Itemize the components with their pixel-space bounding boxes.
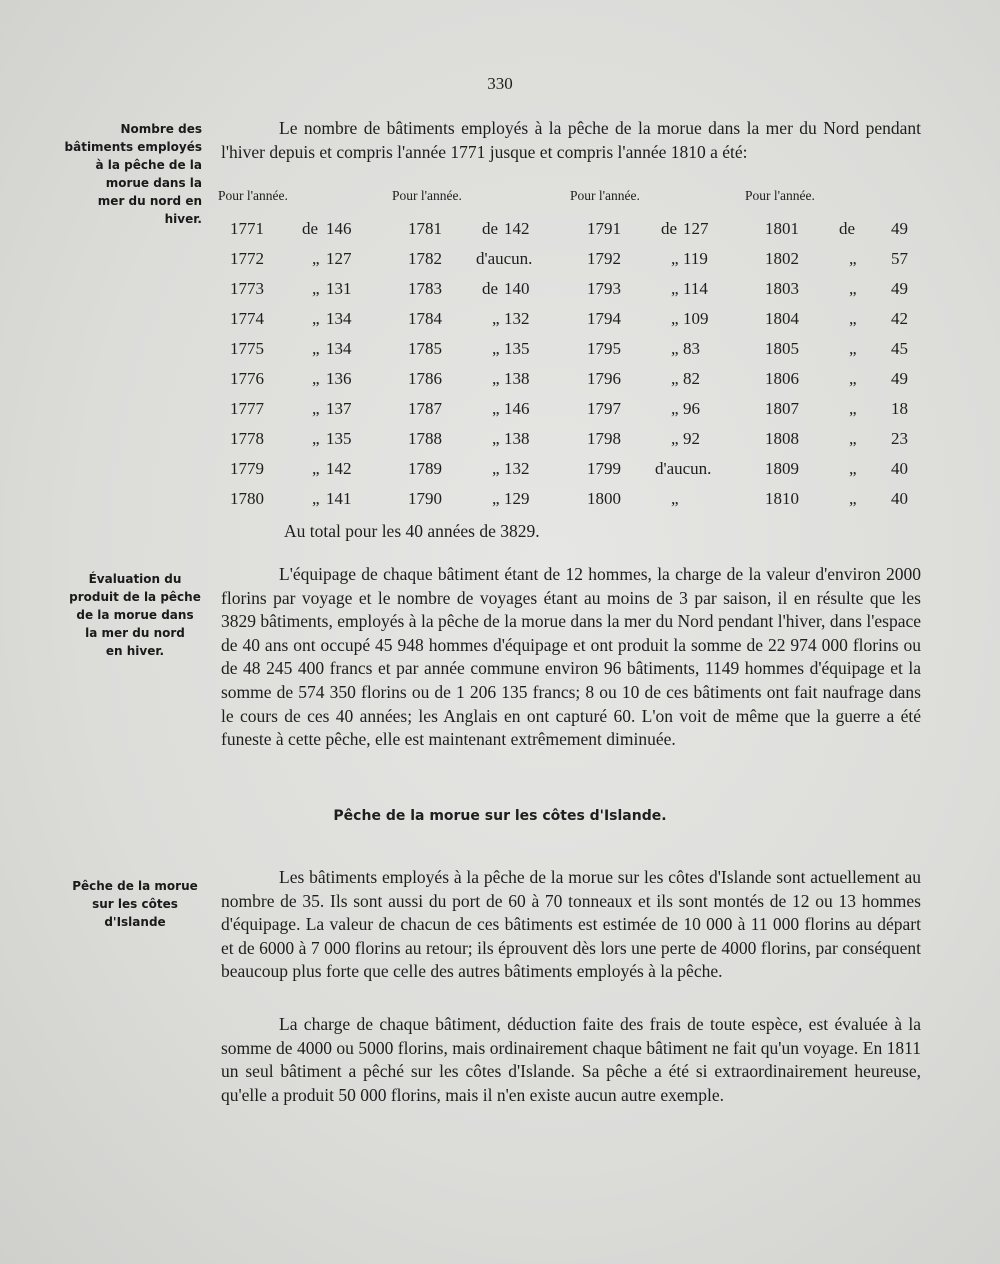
table-cell-year: 1778 (230, 429, 264, 448)
table-cell-prefix: „ (849, 369, 857, 388)
table-cell-prefix: „ (492, 339, 500, 358)
table-cell-year: 1809 (765, 459, 799, 478)
table-cell-year: 1789 (408, 459, 442, 478)
table-cell-prefix: „ (671, 489, 679, 508)
table-row (216, 219, 924, 249)
table-cell-prefix: de (482, 279, 499, 298)
islande-text-2: La charge de chaque bâtiment, déduction faite des frais de toute espèce, est évaluée à la somme de 4000 ou 5000 florins, mais ordinairement chaque bâtiment ne fait qu'un voyage. En 1811 un seul bâtiment a pêché sur les côtes d'Islande. Sa pêche a été si extraordinairement heureuse, qu'elle a produit 50 000 florins, mais il n'en existe aucun autre exemple. (221, 1014, 921, 1105)
table-cell-count: 127 (326, 249, 352, 268)
table-cell-year: 1794 (587, 309, 621, 328)
evaluation-paragraph (221, 563, 921, 752)
table-cell-count: 49 (891, 369, 908, 388)
table-row (216, 339, 924, 369)
margin-note-line: la mer du nord (85, 626, 185, 640)
table-cell-year: 1799 (587, 459, 621, 478)
table-cell-year: 1791 (587, 219, 621, 238)
table-cell-year: 1771 (230, 219, 264, 238)
table-cell-year: 1783 (408, 279, 442, 298)
table-cell-prefix: de (302, 219, 319, 238)
table-cell-year: 1774 (230, 309, 264, 328)
intro-text: Le nombre de bâtiments employés à la pêche de la morue dans la mer du Nord pendant l'hiver depuis et compris l'année 1771 jusque et compris l'année 1810 a été: (221, 118, 921, 162)
table-cell-count: 138 (504, 369, 530, 388)
table-cell-year: 1785 (408, 339, 442, 358)
table-cell-prefix: „ (492, 369, 500, 388)
table-cell-count: 135 (326, 429, 352, 448)
intro-paragraph (221, 117, 921, 164)
section-heading: Pêche de la morue sur les côtes d'Islande. (333, 808, 667, 824)
table-cell-count: 82 (683, 369, 700, 388)
table-cell-year: 1773 (230, 279, 264, 298)
margin-note-evaluation (55, 570, 215, 660)
table-cell-count: 92 (683, 429, 700, 448)
table-cell-prefix: „ (849, 309, 857, 328)
table-cell-prefix: d'aucun. (655, 459, 712, 478)
table-cell-count: 137 (326, 399, 352, 418)
table-cell-count: 119 (683, 249, 708, 268)
table-cell-prefix: „ (492, 489, 500, 508)
table-cell-count: 57 (891, 249, 908, 268)
table-cell-prefix: „ (492, 459, 500, 478)
table-cell-count: 142 (326, 459, 352, 478)
table-cell-prefix: „ (671, 429, 679, 448)
margin-note-islande (60, 877, 210, 931)
table-cell-count: 40 (891, 489, 908, 508)
table-cell-count: 142 (504, 219, 530, 238)
table-cell-count: 136 (326, 369, 352, 388)
table-cell-year: 1779 (230, 459, 264, 478)
table-cell-count: 40 (891, 459, 908, 478)
table-cell-prefix: „ (849, 459, 857, 478)
table-cell-year: 1807 (765, 399, 799, 418)
table-total: Au total pour les 40 années de 3829. (284, 521, 540, 541)
table-cell-prefix: „ (849, 429, 857, 448)
table-header-cell: Pour l'année. (745, 188, 815, 203)
table-cell-prefix: „ (671, 249, 679, 268)
margin-note-line: sur les côtes (92, 897, 178, 911)
table-cell-year: 1795 (587, 339, 621, 358)
margin-note-line: de la morue dans (76, 608, 194, 622)
table-header-cell: Pour l'année. (218, 188, 288, 203)
table-cell-prefix: „ (849, 399, 857, 418)
table-cell-year: 1780 (230, 489, 264, 508)
table-cell-prefix: „ (849, 279, 857, 298)
margin-note-line: mer du nord en (97, 194, 202, 208)
table-cell-count: 134 (326, 339, 352, 358)
table-cell-count: 96 (683, 399, 700, 418)
table-cell-count: 42 (891, 309, 908, 328)
table-cell-year: 1806 (765, 369, 799, 388)
table-cell-prefix: „ (312, 309, 320, 328)
table-cell-prefix: „ (312, 249, 320, 268)
margin-note-line: Nombre des (120, 122, 202, 136)
table-cell-count: 131 (326, 279, 352, 298)
table-cell-year: 1781 (408, 219, 442, 238)
table-cell-count: 23 (891, 429, 908, 448)
table-row (216, 249, 924, 279)
table-cell-count: 135 (504, 339, 530, 358)
table-cell-count: 138 (504, 429, 530, 448)
table-cell-year: 1776 (230, 369, 264, 388)
table-header-cell: Pour l'année. (392, 188, 462, 203)
margin-note-line: produit de la pêche (69, 590, 201, 604)
margin-note-line: bâtiments employés (64, 140, 202, 154)
margin-note-line: Pêche de la morue (72, 879, 198, 893)
table-cell-prefix: de (482, 219, 499, 238)
table-row (216, 309, 924, 339)
table-cell-year: 1808 (765, 429, 799, 448)
table-cell-year: 1787 (408, 399, 442, 418)
margin-note-line: à la pêche de la (95, 158, 202, 172)
table-cell-prefix: „ (849, 249, 857, 268)
table-cell-prefix: „ (492, 399, 500, 418)
table-cell-prefix: „ (312, 459, 320, 478)
evaluation-text: L'équipage de chaque bâtiment étant de 12 hommes, la charge de la valeur d'environ 2000 florins par voyage et le nombre de voyages étant au moins de 3 par saison, il en résulte que les 3829 bâtiments, employés à la pêche de la morue dans la mer du Nord pendant l'hiver, dans l'espace de 40 ans ont occupé 45 948 hommes d'équipage et ont produit la somme de 22 974 000 florins ou de 48 245 400 francs et par année commune environ 96 bâtiments, 1149 hommes d'équipage et la somme de 574 350 florins ou de 1 206 135 francs; 8 ou 10 de ces bâtiments ont fait naufrage dans le cours de ces 40 années; les Anglais en ont capturé 60. L'on voit de même que la guerre a été funeste à cette pêche, elle est maintenant extrêmement diminuée. (221, 564, 921, 750)
table-cell-year: 1801 (765, 219, 799, 238)
table-cell-count: 127 (683, 219, 709, 238)
table-cell-count: 45 (891, 339, 908, 358)
table-cell-year: 1788 (408, 429, 442, 448)
table-cell-count: 109 (683, 309, 709, 328)
table-cell-prefix: „ (312, 399, 320, 418)
margin-note-nombre-batiments (62, 120, 202, 228)
table-cell-count: 18 (891, 399, 908, 418)
table-cell-count: 141 (326, 489, 352, 508)
table-header (216, 188, 924, 208)
islande-text-1: Les bâtiments employés à la pêche de la morue sur les côtes d'Islande sont actuellement au nombre de 35. Ils sont aussi du port de 60 à 70 tonneaux et ils sont montés de 12 ou 13 hommes d'équipage. La valeur de chacun de ces bâtiments est estimée de 10 000 à 11 000 florins au départ et de 6000 à 7 000 florins au retour; ils éprouvent dès lors une perte de 4000 florins, par conséquent beaucoup plus forte que celle des autres bâtiments employés à la pêche. (221, 867, 921, 982)
table-cell-year: 1796 (587, 369, 621, 388)
table-header-cell: Pour l'année. (570, 188, 640, 203)
table-cell-count: 134 (326, 309, 352, 328)
table-cell-year: 1804 (765, 309, 799, 328)
table-cell-year: 1786 (408, 369, 442, 388)
table-row (216, 489, 924, 519)
table-row (216, 399, 924, 429)
table-cell-year: 1790 (408, 489, 442, 508)
table-cell-prefix: „ (671, 399, 679, 418)
margin-note-line: d'Islande (104, 915, 166, 929)
table-row (216, 279, 924, 309)
margin-note-line: hiver. (164, 212, 202, 226)
table-cell-count: 49 (891, 279, 908, 298)
table-cell-count: 132 (504, 309, 530, 328)
table-cell-count: 146 (504, 399, 530, 418)
table-cell-year: 1802 (765, 249, 799, 268)
table-cell-year: 1777 (230, 399, 264, 418)
table-cell-year: 1800 (587, 489, 621, 508)
table-cell-year: 1792 (587, 249, 621, 268)
table-cell-year: 1797 (587, 399, 621, 418)
table-cell-count: 140 (504, 279, 530, 298)
table-cell-prefix: „ (312, 429, 320, 448)
table-cell-year: 1805 (765, 339, 799, 358)
table-cell-prefix: „ (671, 309, 679, 328)
islande-paragraph-2 (221, 1013, 921, 1107)
table-cell-prefix: „ (492, 309, 500, 328)
page-number: 330 (487, 74, 513, 93)
table-cell-prefix: „ (312, 339, 320, 358)
table-cell-year: 1803 (765, 279, 799, 298)
islande-paragraph-1 (221, 866, 921, 984)
table-cell-prefix: „ (671, 339, 679, 358)
table-cell-prefix: de (839, 219, 856, 238)
table-cell-count: 83 (683, 339, 700, 358)
table-cell-prefix: „ (671, 279, 679, 298)
table-cell-prefix: „ (312, 369, 320, 388)
table-cell-count: 49 (891, 219, 908, 238)
table-cell-year: 1810 (765, 489, 799, 508)
margin-note-line: morue dans la (105, 176, 202, 190)
table-cell-year: 1782 (408, 249, 442, 268)
table-cell-prefix: „ (671, 369, 679, 388)
table-cell-count: 114 (683, 279, 708, 298)
table-cell-prefix: d'aucun. (476, 249, 533, 268)
table-cell-count: 132 (504, 459, 530, 478)
table-row (216, 369, 924, 399)
table-cell-prefix: „ (492, 429, 500, 448)
table-cell-year: 1775 (230, 339, 264, 358)
table-cell-year: 1784 (408, 309, 442, 328)
table-cell-prefix: „ (849, 339, 857, 358)
table-cell-prefix: „ (312, 489, 320, 508)
table-cell-year: 1793 (587, 279, 621, 298)
table-cell-year: 1772 (230, 249, 264, 268)
table-cell-count: 129 (504, 489, 530, 508)
table-cell-prefix: „ (312, 279, 320, 298)
table-cell-count: 146 (326, 219, 352, 238)
margin-note-line: Évaluation du (88, 572, 182, 586)
table-row (216, 459, 924, 489)
table-row (216, 429, 924, 459)
margin-note-line: en hiver. (105, 644, 165, 658)
table-cell-year: 1798 (587, 429, 621, 448)
table-cell-prefix: „ (849, 489, 857, 508)
table-cell-prefix: de (661, 219, 678, 238)
